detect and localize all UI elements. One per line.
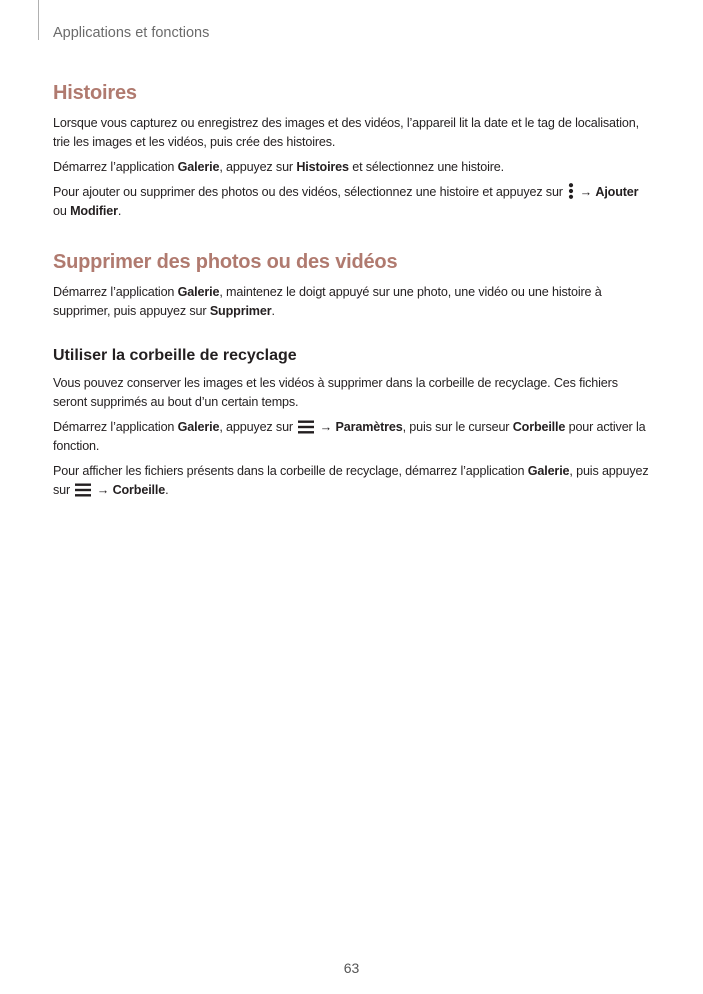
page-number: 63	[343, 960, 360, 976]
section-title-histoires: Histoires	[53, 82, 137, 104]
section-title-supprimer: Supprimer des photos ou des vidéos	[53, 251, 398, 273]
running-header: Applications et fonctions	[53, 25, 210, 41]
paragraph: Démarrez l’application Galerie, maintenez le doigt appuyé sur une photo, une vidéo ou une histoire à supprimer, puis appuyez sur Supprimer.	[53, 285, 602, 318]
subsection-title-corbeille: Utiliser la corbeille de recyclage	[53, 347, 297, 364]
paragraph: Lorsque vous capturez ou enregistrez des images et des vidéos, l’appareil lit la date et le tag de localisation, trie les images et les vidéos, puis crée des histoires.	[53, 116, 639, 149]
paragraph: Démarrez l’application Galerie, appuyez sur → Paramètres, puis sur le curseur Corbeille pour activer la fonction.	[53, 420, 646, 453]
paragraph: Vous pouvez conserver les images et les vidéos à supprimer dans la corbeille de recyclage. Ces fichiers seront supprimés au bout d’un certain temps.	[53, 376, 618, 409]
paragraph: Démarrez l’application Galerie, appuyez sur Histoires et sélectionnez une histoire.	[53, 160, 504, 174]
menu-icon	[298, 420, 314, 434]
margin-rule	[38, 0, 39, 40]
more-options-icon	[568, 183, 574, 199]
menu-icon	[75, 483, 91, 497]
paragraph: Pour afficher les fichiers présents dans la corbeille de recyclage, démarrez l’application Galerie, puis appuyez sur → Corbeille.	[53, 464, 649, 497]
page-content	[53, 80, 653, 500]
paragraph: Pour ajouter ou supprimer des photos ou des vidéos, sélectionnez une histoire et appuyez sur → Ajouter ou Modifier.	[53, 185, 639, 218]
